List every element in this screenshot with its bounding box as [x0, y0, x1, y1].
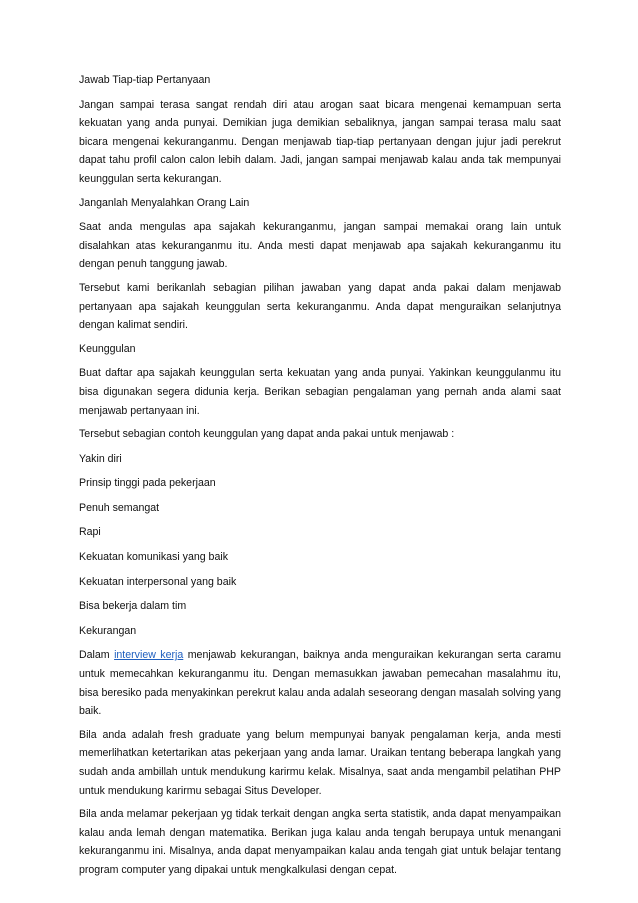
heading-jawab-tiap-tiap: Jawab Tiap-tiap Pertanyaan: [79, 74, 211, 86]
paragraph-6-text: menjawab kekurangan, baiknya anda menguraikan kekurangan serta caramu untuk memecahkan kekuranganmu itu. Dengan memasukkan jawaban pemecahan masalahmu itu, bisa beresiko pada menyakinkan perekrut kalau anda adalah seseorang dengan masalah solving yang baik.: [79, 649, 561, 718]
document-page: [79, 71, 561, 885]
paragraph-6-prefix: Dalam: [79, 649, 115, 662]
paragraph-6: [79, 646, 561, 720]
heading-keunggulan: Keunggulan: [79, 342, 136, 355]
heading-jangan-menyalahkan: Janganlah Menyalahkan Orang Lain: [79, 196, 250, 209]
list-item: Prinsip tinggi pada pekerjaan: [79, 477, 216, 490]
paragraph-8: Bila anda melamar pekerjaan yg tidak terkait dengan angka serta statistik, anda dapat menyampaikan kalau anda lemah dengan matematika. Berikan juga kalau anda tengah berupaya untuk menangani kekuranganmu ini. Misalnya, anda dapat menyampaikan kalau anda tengah giat untuk belajar tentang program computer yang dipakai untuk mengkalkulasi dengan cepat.: [79, 808, 561, 876]
paragraph-2: Saat anda mengulas apa sajakah kekuranganmu, jangan sampai memakai orang lain untuk disalahkan atas kekuranganmu itu. Anda mesti dapat menjawab apa sajakah kekuranganmu itu dengan penuh tanggung jawab.: [79, 221, 561, 271]
heading-kekurangan: Kekurangan: [79, 624, 137, 637]
list-item: Penuh semangat: [79, 501, 160, 514]
list-item: Rapi: [79, 526, 101, 539]
paragraph-3: Tersebut kami berikanlah sebagian pilihan jawaban yang dapat anda pakai dalam menjawab pertanyaan apa sajakah keunggulan serta kekuranganmu. Anda dapat menguraikan selanjutnya dengan kalimat sendiri.: [79, 281, 561, 332]
list-item: Kekuatan interpersonal yang baik: [79, 575, 237, 588]
list-item: Bisa bekerja dalam tim: [79, 600, 187, 613]
paragraph-1: Jangan sampai terasa sangat rendah diri atau arogan saat bicara mengenai kemampuan serta kekuatan yang anda punyai. Demikian juga demikian sebaliknya, jangan sampai terasa malu saat bicara mengenai kekuranganmu. Dengan menjawab tiap-tiap pertanyaan dengan jujur jadi perekrut dapat tahu profil calon calon lebih dalam. Jadi, jangan sampai menjawab kalau anda tak mempunyai keunggulan serta kekurangan.: [79, 98, 561, 185]
interview-kerja-link[interactable]: interview kerja: [114, 649, 184, 662]
paragraph-4: Buat daftar apa sajakah keunggulan serta kekuatan yang anda punyai. Yakinkan keunggulanmu itu bisa digunakan segera didunia kerja. Berikan sebagian pengalaman yang pernah anda alami saat menjawab pertanyaan ini.: [79, 367, 561, 417]
list-item: Yakin diri: [79, 452, 122, 465]
list-item: Kekuatan komunikasi yang baik: [79, 551, 228, 564]
paragraph-7: Bila anda adalah fresh graduate yang belum mempunyai banyak pengalaman kerja, anda mesti memerlihatkan ketertarikan atas pekerjaan yang anda lamar. Uraikan tentang beberapa langkah yang sudah anda ambillah untuk mendukung karirmu kelak. Misalnya, saat anda mengambil pelatihan PHP untuk mendukung karirmu sebagai Situs Developer.: [79, 728, 561, 797]
paragraph-5: Tersebut sebagian contoh keunggulan yang dapat anda pakai untuk menjawab :: [79, 428, 455, 441]
